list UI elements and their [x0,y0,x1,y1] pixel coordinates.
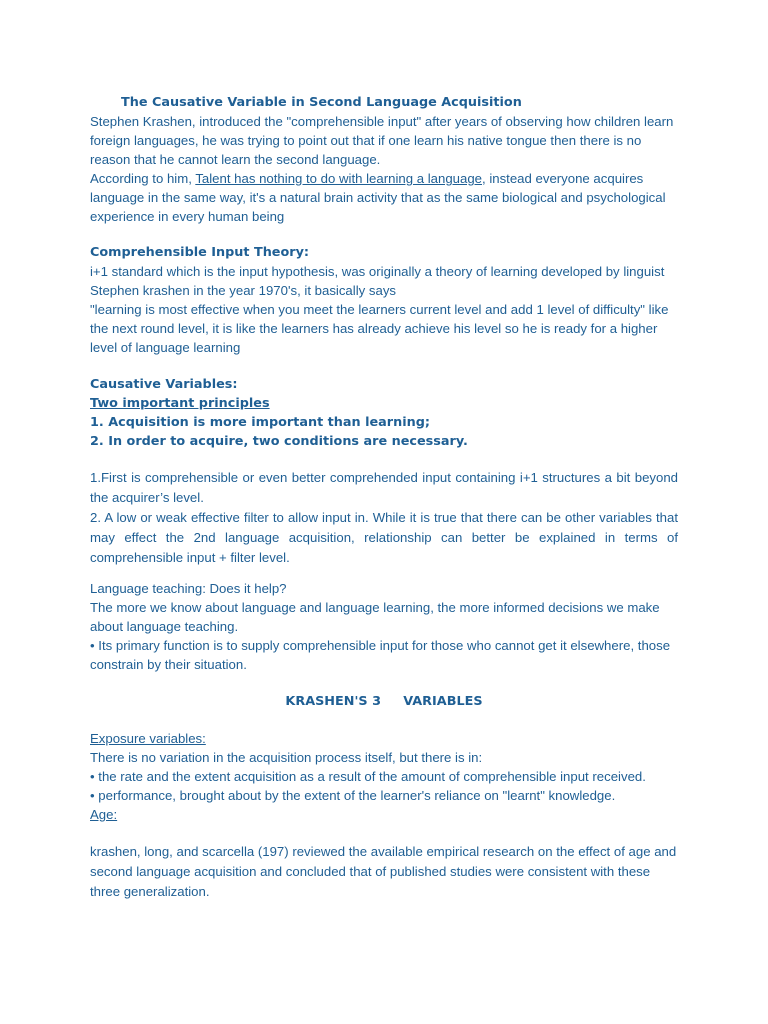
principle-item-2: 2. In order to acquire, two conditions are necessary. [90,434,468,449]
teaching-question: Language teaching: Does it help? [90,581,287,596]
exposure-bullet-1: • the rate and the extent acquisition as a result of the amount of comprehensible input received. [90,769,646,784]
spacer [90,674,678,692]
document-title: The Causative Variable in Second Language Acquisition [121,95,522,110]
intro-paragraph-2 [90,169,678,226]
age-label: Age: [90,807,118,822]
exposure-paragraph: There is no variation in the acquisition process itself, but there is in: [90,750,483,765]
intro-trailing-text: , instead everyone acquires language in the same way, it's a natural brain activity that as the same biological and psychological experience in every human being [90,171,666,224]
teaching-paragraph: The more we know about language and language learning, the more informed decisions we make about language teaching. [90,600,660,634]
condition-paragraph-1: 1.First is comprehensible or even better comprehended input containing i+1 structures a bit beyond the acquirer’s level. [90,470,678,505]
spacer [90,711,678,729]
spacer [90,568,678,579]
document-body [90,93,678,902]
variables-heading: KRASHEN'S 3 VARIABLES [285,694,483,709]
spacer [90,824,678,842]
exposure-bullet-2: • performance, brought about by the extent of the learner's reliance on "learnt" knowledge. [90,788,616,803]
spacer [90,357,678,375]
principles-subheading: Two important principles [90,396,270,411]
spacer [90,226,678,243]
intro-lead-text: According to him, [90,171,196,186]
age-paragraph: krashen, long, and scarcella (197) reviewed the available empirical research on the effect of age and second language acquisition and concluded that of published studies were consistent with these three generalization. [90,844,677,899]
cit-heading: Comprehensible Input Theory: [90,245,310,260]
causative-heading: Causative Variables: [90,377,238,392]
cit-quote-paragraph: "learning is most effective when you meet the learners current level and add 1 level of difficulty" like the next round level, it is like the learners has already achieve his level so he is ready for a higher level of language learning [90,302,669,355]
teaching-bullet: • Its primary function is to supply comprehensible input for those who cannot get it elsewhere, those constrain by their situation. [90,638,671,672]
cit-paragraph: i+1 standard which is the input hypothesis, was originally a theory of learning developed by linguist Stephen krashen in the year 1970's, it basically says [90,264,665,298]
spacer [90,451,678,468]
talent-underlined-text: Talent has nothing to do with learning a language [195,171,482,186]
exposure-label: Exposure variables: [90,731,206,746]
principle-item-1: 1. Acquisition is more important than learning; [90,415,431,430]
condition-paragraph-2: 2. A low or weak effective filter to allow input in. While it is true that there can be other variables that may effect the 2nd language acquisition, relationship can better be explained in terms of comprehensible input + filter level. [90,510,678,565]
intro-paragraph: Stephen Krashen, introduced the "comprehensible input" after years of observing how children learn foreign languages, he was trying to point out that if one learn his native tongue then there is no reason that he cannot learn the second language. [90,114,674,167]
